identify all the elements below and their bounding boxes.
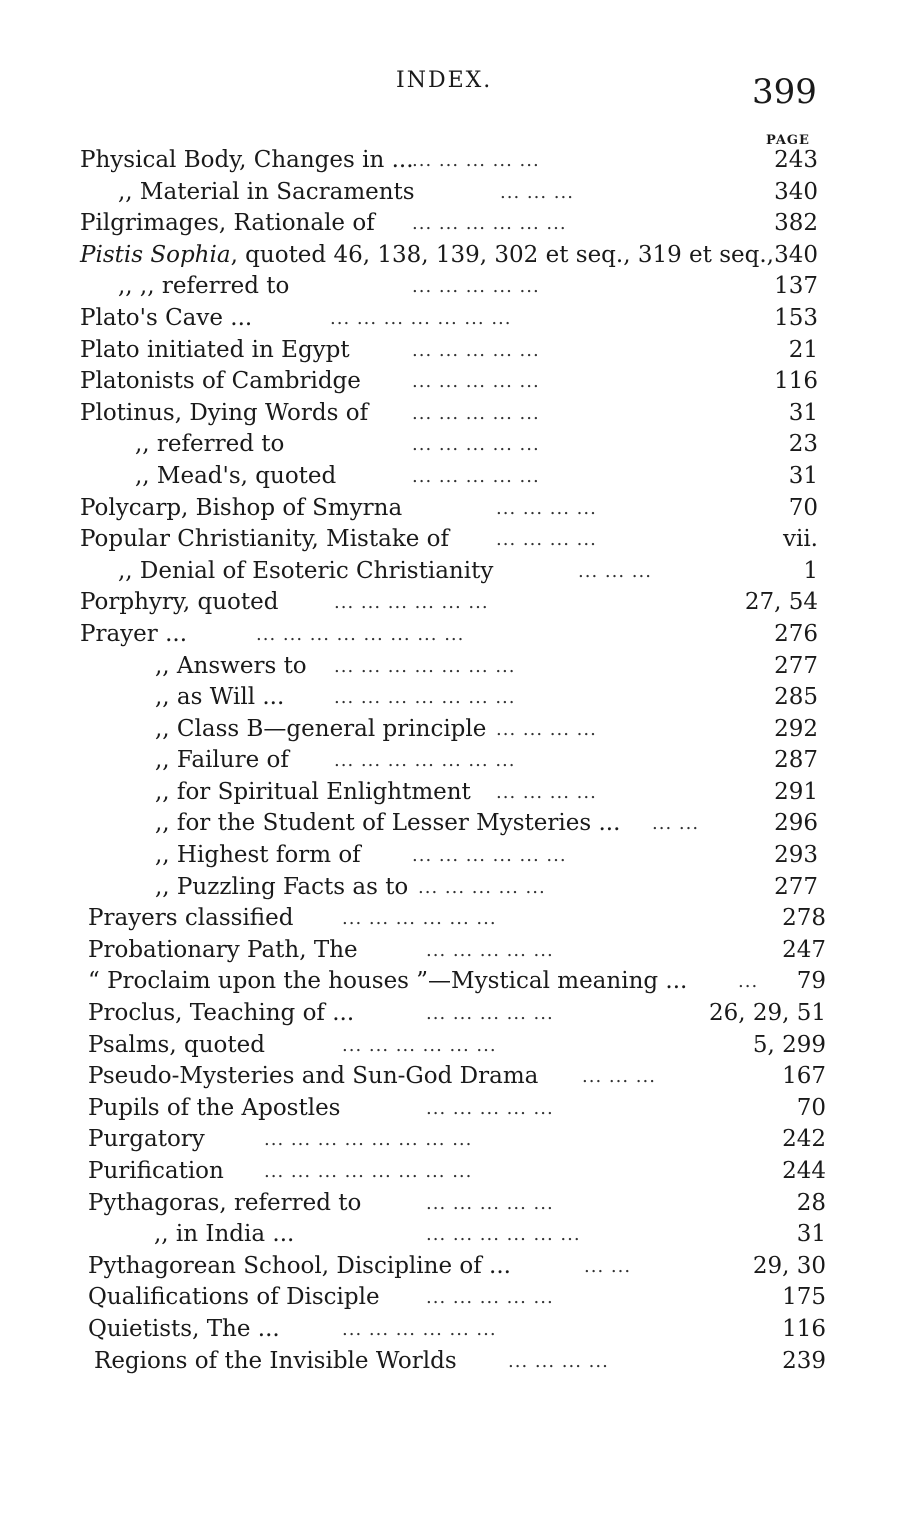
- index-entry: [8, 1188, 900, 1220]
- entry-text: Porphyry, quoted: [80, 589, 279, 616]
- page-column-label: PAGE: [766, 133, 810, 148]
- entry-text: Prayer ...: [80, 620, 188, 647]
- entry-page: 79: [796, 968, 826, 995]
- entry-page: 296: [774, 810, 818, 837]
- entry-page: 277: [774, 652, 818, 679]
- index-entry: [0, 556, 900, 588]
- index-entry: [0, 777, 900, 809]
- entry-leader: ... ... ... ... ...: [426, 939, 554, 961]
- entry-leader: ... ... ... ...: [496, 529, 597, 551]
- entry-text: Pupils of the Apostles: [88, 1094, 341, 1121]
- entry-leader: ... ... ... ... ... ... ...: [330, 307, 512, 329]
- entry-page: 340: [774, 178, 818, 205]
- entry-page: 70: [796, 1094, 826, 1121]
- entry-page: 31: [788, 399, 818, 426]
- entry-page: 239: [782, 1347, 826, 1374]
- entry-leader: ... ... ... ... ...: [412, 150, 540, 171]
- index-entry: [8, 1282, 900, 1314]
- entry-page: 242: [782, 1126, 826, 1153]
- index-entry: [0, 714, 900, 746]
- entry-leader: ... ... ... ...: [508, 1350, 609, 1372]
- entry-text: Popular Christianity, Mistake of: [80, 526, 450, 553]
- index-entry: [8, 1219, 900, 1251]
- index-entry: [0, 745, 900, 777]
- entry-leader: ... ... ...: [582, 1066, 656, 1088]
- index-entry: [0, 303, 900, 335]
- entry-page: 23: [788, 431, 818, 458]
- index-entry: [8, 1124, 900, 1156]
- entry-page: 278: [782, 905, 826, 932]
- entry-page: 287: [774, 747, 818, 774]
- entry-text: Regions of the Invisible Worlds: [94, 1347, 457, 1374]
- index-entry: [0, 271, 900, 303]
- entry-leader: ... ... ... ... ... ...: [342, 1034, 497, 1056]
- entry-text: ,, for Spiritual Enlightment: [155, 778, 471, 805]
- entry-leader: ... ... ... ... ... ... ... ...: [264, 1161, 473, 1182]
- entry-leader: ... ... ... ... ... ...: [334, 592, 489, 614]
- index-entry: [0, 651, 900, 683]
- entry-page: 293: [774, 842, 818, 869]
- entry-text: Probationary Path, The: [88, 936, 358, 963]
- index-entry: [0, 808, 900, 840]
- entry-text: Physical Body, Changes in ...: [80, 147, 414, 173]
- entry-leader: ... ... ... ... ... ...: [426, 1224, 581, 1246]
- entry-text: Polycarp, Bishop of Smyrna: [80, 494, 403, 521]
- entry-text: Pseudo-Mysteries and Sun-God Drama: [88, 1063, 539, 1090]
- entry-leader: ... ...: [652, 813, 700, 835]
- index-entry: [8, 1093, 900, 1125]
- entry-text: Psalms, quoted: [88, 1031, 265, 1058]
- entry-leader: ... ... ... ... ...: [412, 339, 540, 361]
- entry-text: ,, as Will ...: [155, 684, 285, 711]
- index-entry: [8, 1346, 900, 1378]
- entry-leader: ... ... ... ... ... ...: [342, 908, 497, 930]
- entry-page: 167: [782, 1063, 826, 1090]
- entry-text: ,, Puzzling Facts as to: [155, 873, 409, 900]
- index-entry: [0, 493, 900, 525]
- index-entry: [0, 366, 900, 398]
- entry-page: 292: [774, 715, 818, 742]
- entry-page: 31: [796, 1221, 826, 1248]
- entry-text: Proclus, Teaching of ...: [88, 1000, 355, 1027]
- entry-text: ,, ,, referred to: [118, 273, 290, 300]
- entry-leader: ... ... ... ... ...: [426, 1192, 554, 1214]
- entry-page: 28: [796, 1189, 826, 1216]
- index-entry: [8, 1314, 900, 1346]
- index-entry: [0, 840, 900, 872]
- entry-text: ,, Material in Sacraments: [118, 178, 415, 205]
- entry-text: ,, referred to: [135, 431, 285, 458]
- entry-leader: ... ... ... ... ... ... ... ...: [256, 623, 465, 645]
- entry-page: 243: [774, 147, 818, 173]
- index-entry: [0, 682, 900, 714]
- index-entry: [8, 998, 900, 1030]
- entry-leader: ... ... ... ... ... ... ...: [334, 655, 516, 677]
- entry-leader: ... ... ... ... ...: [412, 434, 540, 456]
- index-entry: [8, 935, 900, 967]
- index-entry: [8, 966, 900, 998]
- entry-text: Pythagorean School, Discipline of ...: [88, 1252, 511, 1279]
- index-entry: [0, 240, 900, 272]
- entry-page: 116: [782, 1315, 826, 1342]
- index-entry: [8, 1030, 900, 1062]
- index-entry: [0, 145, 900, 177]
- entry-text: ,, in India ...: [154, 1221, 295, 1248]
- entry-text: ,, Answers to: [155, 652, 307, 679]
- index-entry: [8, 1251, 900, 1283]
- entry-text: Plato's Cave ...: [80, 304, 253, 331]
- entry-page: 70: [788, 494, 818, 521]
- entry-page: 27, 54: [744, 589, 818, 616]
- entry-page: 153: [774, 304, 818, 331]
- entry-text: ,, Highest form of: [155, 842, 361, 869]
- index-entry: [0, 524, 900, 556]
- entry-text-rest: , quoted 46, 138, 139, 302 et seq., 319 et seq.,: [230, 241, 774, 268]
- index-entry: [0, 335, 900, 367]
- entry-text: Pythagoras, referred to: [88, 1189, 362, 1216]
- entry-text: Prayers classified: [88, 905, 294, 932]
- entry-page: 340: [774, 241, 818, 268]
- index-entry: [8, 903, 900, 935]
- entry-text: Pilgrimages, Rationale of: [80, 210, 375, 237]
- entry-page: 116: [774, 368, 818, 395]
- index-entry: [0, 208, 900, 240]
- entry-page: 31: [788, 462, 818, 489]
- entry-page: 26, 29, 51: [708, 1000, 826, 1027]
- entry-leader: ... ... ... ... ... ...: [342, 1318, 497, 1340]
- entry-page: 137: [774, 273, 818, 300]
- index-entry: [0, 461, 900, 493]
- entry-page: 291: [774, 778, 818, 805]
- entry-leader: ... ... ... ...: [496, 781, 597, 803]
- entry-text: ,, for the Student of Lesser Mysteries ...: [155, 810, 621, 837]
- entry-text: Qualifications of Disciple: [88, 1284, 380, 1311]
- entry-leader: ... ... ... ... ... ... ...: [334, 750, 516, 772]
- entry-page: 285: [774, 684, 818, 711]
- entry-leader: ... ... ... ... ...: [426, 1287, 554, 1309]
- entry-text: ,, Mead's, quoted: [135, 462, 337, 489]
- entry-text: ,, Denial of Esoteric Christianity: [118, 557, 494, 584]
- entry-page: 29, 30: [752, 1252, 826, 1279]
- entry-text: Plato initiated in Egypt: [80, 336, 350, 363]
- entry-text: Quietists, The ...: [88, 1315, 280, 1342]
- index-entry: [0, 872, 900, 904]
- entry-text: “ Proclaim upon the houses ”—Mystical meaning ...: [88, 968, 688, 995]
- entry-leader: ... ... ... ... ... ... ... ...: [264, 1129, 473, 1151]
- entry-leader: ... ... ... ... ... ...: [412, 213, 567, 235]
- entry-leader: ... ...: [584, 1255, 632, 1277]
- page-number: 399: [752, 72, 817, 112]
- entry-text: Plotinus, Dying Words of: [80, 399, 369, 426]
- index-entry: [8, 1156, 900, 1188]
- entry-page: 175: [782, 1284, 826, 1311]
- entry-page: 277: [774, 873, 818, 900]
- index-entry: [8, 1061, 900, 1093]
- entry-leader: ... ... ... ...: [496, 497, 597, 519]
- entry-leader: ...: [738, 971, 759, 993]
- entry-leader: ... ... ... ... ...: [426, 1003, 554, 1025]
- index-entry: [0, 619, 900, 651]
- entry-leader: ... ... ... ...: [496, 718, 597, 740]
- entry-page: vii.: [782, 526, 818, 553]
- entry-leader: ... ... ... ... ...: [426, 1097, 554, 1119]
- entry-leader: ... ... ... ... ...: [412, 465, 540, 487]
- entry-text: [80, 240, 774, 271]
- entry-title-italic: Pistis Sophia: [80, 241, 231, 268]
- entry-leader: ... ... ...: [500, 181, 574, 203]
- entry-page: 247: [782, 936, 826, 963]
- entry-leader: ... ... ...: [578, 560, 652, 582]
- entry-page: 5, 299: [752, 1031, 826, 1058]
- entry-text: Platonists of Cambridge: [80, 368, 361, 395]
- entry-leader: ... ... ... ... ...: [412, 402, 540, 424]
- entry-leader: ... ... ... ... ...: [418, 876, 546, 898]
- entry-page: 21: [788, 336, 818, 363]
- entry-leader: ... ... ... ... ...: [412, 276, 540, 298]
- entry-page: 382: [774, 210, 818, 237]
- entry-page: 244: [782, 1158, 826, 1184]
- entry-leader: ... ... ... ... ... ...: [412, 845, 567, 867]
- index-entry: [0, 429, 900, 461]
- entry-text: Purification: [88, 1158, 224, 1184]
- index-entries: [0, 145, 900, 1377]
- index-entry: [0, 587, 900, 619]
- index-entry: [0, 398, 900, 430]
- entry-page: 276: [774, 620, 818, 647]
- entry-text: ,, Failure of: [155, 747, 289, 774]
- entry-text: Purgatory: [88, 1126, 205, 1153]
- entry-text: ,, Class B—general principle: [155, 715, 487, 742]
- index-entry: [0, 177, 900, 209]
- entry-leader: ... ... ... ... ... ... ...: [334, 687, 516, 709]
- entry-page: 1: [803, 557, 818, 584]
- running-head: INDEX.: [396, 68, 493, 93]
- entry-leader: ... ... ... ... ...: [412, 371, 540, 393]
